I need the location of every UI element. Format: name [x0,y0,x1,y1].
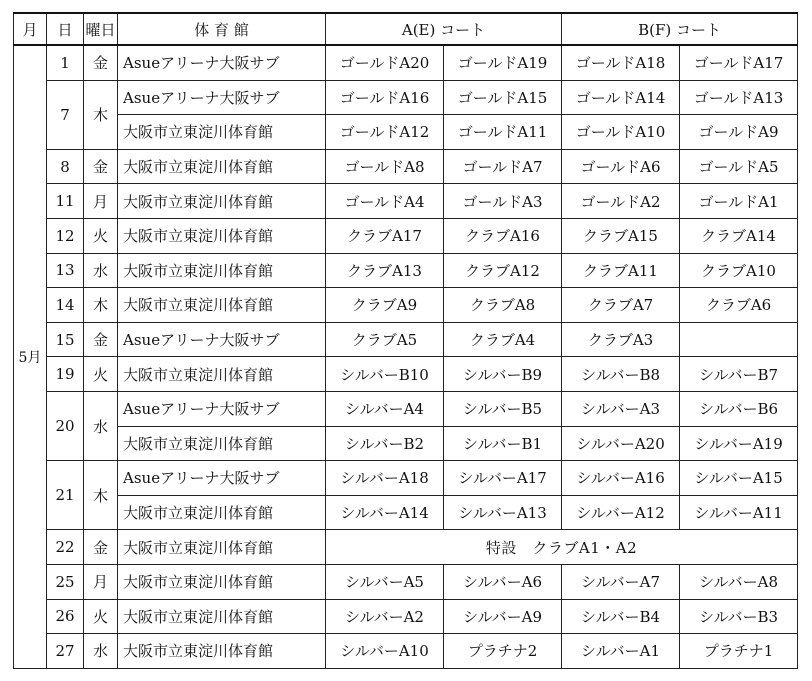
table-row [14,184,798,219]
court-cell: クラブA12 [444,253,562,288]
gym-cell: 大阪市立東淀川体育館 [118,426,326,461]
court-cell: シルバーA16 [562,461,680,496]
court-cell: クラブA3 [562,322,680,357]
court-cell: ゴールドA13 [680,80,798,115]
table-row [14,253,798,288]
gym-cell: 大阪市立東淀川体育館 [118,599,326,634]
header-court-ae: A(E) コート [326,13,562,45]
court-cell: クラブA14 [680,218,798,253]
court-cell: クラブA16 [444,218,562,253]
court-cell: ゴールドA15 [444,80,562,115]
gym-cell: Asueアリーナ大阪サブ [118,391,326,426]
court-cell: ゴールドA9 [680,115,798,150]
day-cell: 27 [47,634,84,669]
gym-cell: 大阪市立東淀川体育館 [118,218,326,253]
day-cell: 13 [47,253,84,288]
weekday-cell: 月 [84,184,118,219]
day-cell: 25 [47,564,84,599]
court-cell: ゴールドA6 [562,149,680,184]
header-court-bf: B(F) コート [562,13,798,45]
court-cell: シルバーA13 [444,495,562,530]
court-cell: シルバーA7 [562,564,680,599]
gym-cell: 大阪市立東淀川体育館 [118,184,326,219]
court-cell: ゴールドA7 [444,149,562,184]
court-cell: クラブA11 [562,253,680,288]
weekday-cell: 月 [84,564,118,599]
court-cell: クラブA7 [562,288,680,323]
court-cell: ゴールドA18 [562,45,680,80]
court-cell: シルバーA14 [326,495,444,530]
court-cell: ゴールドA16 [326,80,444,115]
court-cell: シルバーA9 [444,599,562,634]
gym-cell: Asueアリーナ大阪サブ [118,80,326,115]
court-cell: ゴールドA10 [562,115,680,150]
court-cell: シルバーB4 [562,599,680,634]
day-cell: 15 [47,322,84,357]
court-cell: シルバーB5 [444,391,562,426]
court-cell: クラブA6 [680,288,798,323]
table-row [14,599,798,634]
court-cell: ゴールドA20 [326,45,444,80]
court-cell: ゴールドA19 [444,45,562,80]
gym-cell: 大阪市立東淀川体育館 [118,495,326,530]
month-cell: 5月 [14,45,47,668]
court-cell: クラブA8 [444,288,562,323]
court-cell: シルバーB8 [562,357,680,392]
court-cell: シルバーA11 [680,495,798,530]
weekday-cell: 木 [84,461,118,530]
gym-cell: 大阪市立東淀川体育館 [118,530,326,565]
weekday-cell: 木 [84,80,118,149]
table-row [14,634,798,669]
court-cell: クラブA17 [326,218,444,253]
table-row [14,45,798,80]
gym-cell: 大阪市立東淀川体育館 [118,149,326,184]
day-cell: 22 [47,530,84,565]
table-row [14,149,798,184]
court-cell: シルバーA2 [326,599,444,634]
day-cell: 21 [47,461,84,530]
day-cell: 1 [47,45,84,80]
court-cell: クラブA5 [326,322,444,357]
court-cell: シルバーA1 [562,634,680,669]
day-cell: 12 [47,218,84,253]
gym-cell: 大阪市立東淀川体育館 [118,253,326,288]
header-gym: 体 育 館 [118,13,326,45]
day-cell: 7 [47,80,84,149]
table-row [14,288,798,323]
court-cell: プラチナ1 [680,634,798,669]
court-cell: ゴールドA11 [444,115,562,150]
table-row [14,530,798,565]
schedule-body [14,45,798,668]
table-row [14,426,798,461]
court-cell: シルバーA20 [562,426,680,461]
court-cell: シルバーA8 [680,564,798,599]
court-cell: シルバーB10 [326,357,444,392]
court-cell: クラブA9 [326,288,444,323]
gym-cell: Asueアリーナ大阪サブ [118,461,326,496]
gym-cell: 大阪市立東淀川体育館 [118,564,326,599]
court-cell: シルバーB1 [444,426,562,461]
weekday-cell: 水 [84,253,118,288]
court-cell: プラチナ2 [444,634,562,669]
court-cell: ゴールドA4 [326,184,444,219]
court-span-cell: 特設 クラブA1・A2 [326,530,798,565]
court-cell: シルバーA6 [444,564,562,599]
court-cell: クラブA4 [444,322,562,357]
court-cell: シルバーB3 [680,599,798,634]
weekday-cell: 金 [84,45,118,80]
day-cell: 11 [47,184,84,219]
header-weekday: 曜日 [84,13,118,45]
court-cell: シルバーB6 [680,391,798,426]
gym-cell: Asueアリーナ大阪サブ [118,45,326,80]
table-row [14,218,798,253]
header-month: 月 [14,13,47,45]
header-day: 日 [47,13,84,45]
gym-cell: Asueアリーナ大阪サブ [118,322,326,357]
weekday-cell: 火 [84,599,118,634]
court-cell: シルバーA19 [680,426,798,461]
table-row [14,322,798,357]
court-cell: ゴールドA1 [680,184,798,219]
table-row [14,357,798,392]
gym-cell: 大阪市立東淀川体育館 [118,288,326,323]
day-cell: 14 [47,288,84,323]
weekday-cell: 木 [84,288,118,323]
court-cell: シルバーA17 [444,461,562,496]
header-row [14,13,798,45]
table-row [14,564,798,599]
weekday-cell: 金 [84,149,118,184]
court-cell: ゴールドA3 [444,184,562,219]
gym-cell: 大阪市立東淀川体育館 [118,115,326,150]
weekday-cell: 金 [84,530,118,565]
court-cell: ゴールドA17 [680,45,798,80]
court-cell: ゴールドA5 [680,149,798,184]
court-cell: ゴールドA2 [562,184,680,219]
court-cell: シルバーA15 [680,461,798,496]
table-row [14,461,798,496]
court-cell: シルバーA18 [326,461,444,496]
court-cell: シルバーA10 [326,634,444,669]
court-cell: シルバーA3 [562,391,680,426]
court-cell: ゴールドA12 [326,115,444,150]
court-cell: シルバーB2 [326,426,444,461]
weekday-cell: 火 [84,357,118,392]
day-cell: 8 [47,149,84,184]
weekday-cell: 水 [84,391,118,460]
court-cell [680,322,798,357]
weekday-cell: 金 [84,322,118,357]
table-row [14,391,798,426]
table-row [14,495,798,530]
court-cell: クラブA10 [680,253,798,288]
court-cell: ゴールドA8 [326,149,444,184]
court-cell: クラブA13 [326,253,444,288]
weekday-cell: 火 [84,218,118,253]
day-cell: 19 [47,357,84,392]
court-cell: シルバーA5 [326,564,444,599]
court-cell: ゴールドA14 [562,80,680,115]
table-row [14,115,798,150]
court-cell: クラブA15 [562,218,680,253]
gym-cell: 大阪市立東淀川体育館 [118,357,326,392]
weekday-cell: 水 [84,634,118,669]
court-cell: シルバーB7 [680,357,798,392]
court-cell: シルバーA12 [562,495,680,530]
gym-cell: 大阪市立東淀川体育館 [118,634,326,669]
day-cell: 20 [47,391,84,460]
court-cell: シルバーB9 [444,357,562,392]
day-cell: 26 [47,599,84,634]
court-cell: シルバーA4 [326,391,444,426]
schedule-table [13,12,798,669]
table-row [14,80,798,115]
